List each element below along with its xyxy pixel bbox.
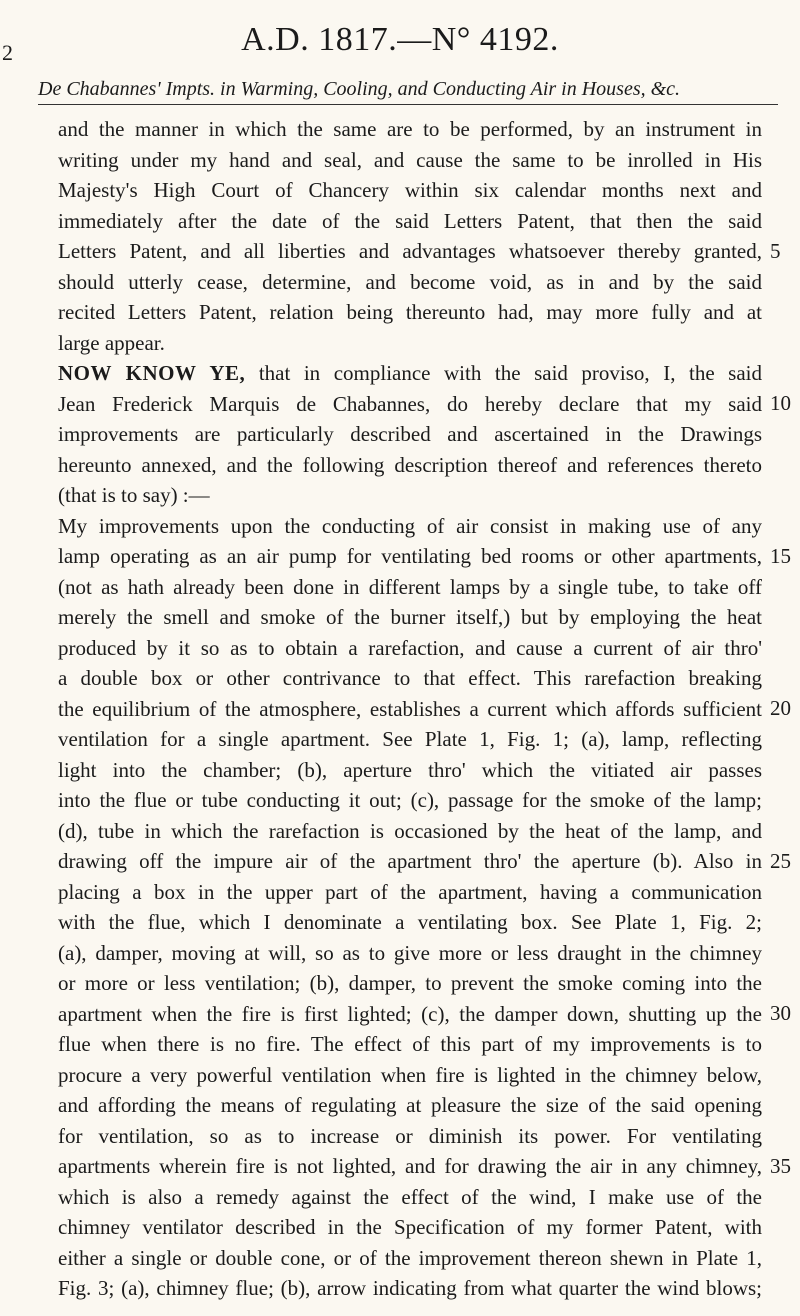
text-line: the equilibrium of the atmosphere, establishes a current which affords sufficient [58, 696, 762, 721]
lead-in-rest: that in compliance with the said proviso, I, the said [258, 361, 762, 385]
text-line: merely the smell and smoke of the burner itself,) but by employing the heat [58, 605, 762, 629]
text-line: a double box or other contrivance to that effect. This rarefaction breaking [58, 666, 762, 690]
text-line: and the manner in which the same are to be performed, by an instrument in [58, 117, 762, 141]
text-line: large appear. [58, 330, 165, 355]
text-line: hereunto annexed, and the following description thereof and references thereto [58, 452, 762, 477]
text-line: produced by it so as to obtain a rarefaction, and cause a current of air thro' [58, 635, 762, 660]
margin-line-number: 25 [770, 849, 791, 873]
text-line: Majesty's High Court of Chancery within six calendar months next and [58, 178, 762, 202]
text-line: for ventilation, so as to increase or diminish its power. For ventilating [58, 1123, 762, 1148]
text-line: into the flue or tube conducting it out; (c), passage for the smoke of the lamp; [58, 788, 762, 812]
text-line: recited Letters Patent, relation being thereunto had, may more fully and at [58, 300, 762, 324]
margin-line-number: 5 [770, 239, 781, 263]
text-line: Fig. 3; (a), chimney flue; (b), arrow indicating from what quarter the wind blows; [58, 1276, 762, 1300]
text-line: lamp operating as an air pump for ventilating bed rooms or other apartments, [58, 544, 762, 568]
text-line: ventilation for a single apartment. See Plate 1, Fig. 1; (a), lamp, reflecting [58, 727, 762, 751]
margin-line-number: 35 [770, 1154, 791, 1178]
text-line: light into the chamber; (b), aperture thro' which the vitiated air passes [58, 757, 762, 782]
margin-line-number: 15 [770, 544, 791, 568]
text-line: (that is to say) :— [58, 483, 210, 507]
text-line: or more or less ventilation; (b), damper, to prevent the smoke coming into the [58, 971, 762, 995]
text-line: (not as hath already been done in different lamps by a single tube, to take off [58, 574, 762, 599]
text-line: improvements are particularly described and ascertained in the Drawings [58, 422, 762, 446]
text-line: which is also a remedy against the effect of the wind, I make use of the [58, 1184, 762, 1209]
lead-in-caps: NOW KNOW YE, [58, 361, 246, 385]
body-text [58, 114, 762, 1304]
text-line: should utterly cease, determine, and become void, as in and by the said [58, 269, 762, 294]
text-line: Letters Patent, and all liberties and advantages whatsoever thereby granted, [58, 239, 762, 263]
text-line: apartment when the fire is first lighted; (c), the damper down, shutting up the [58, 1001, 762, 1026]
text-line: procure a very powerful ventilation when fire is lighted in the chimney below, [58, 1062, 762, 1087]
running-head: De Chabannes' Impts. in Warming, Cooling, and Conducting Air in Houses, &c. [38, 76, 778, 105]
page-number: 2 [2, 40, 13, 65]
text-line: (a), damper, moving at will, so as to give more or less draught in the chimney [58, 940, 762, 965]
text-line: drawing off the impure air of the apartment thro' the aperture (b). Also in [58, 849, 762, 873]
page-title: A.D. 1817.—N° 4192. [241, 21, 559, 58]
text-line: flue when there is no fire. The effect of this part of my improvements is to [58, 1032, 762, 1056]
text-line: Jean Frederick Marquis de Chabannes, do hereby declare that my said [58, 391, 762, 416]
text-line: with the flue, which I denominate a ventilating box. See Plate 1, Fig. 2; [58, 910, 762, 934]
text-line: immediately after the date of the said Letters Patent, that then the said [58, 208, 762, 233]
text-line-lead-in [58, 358, 762, 389]
text-line: and affording the means of regulating at pleasure the size of the said opening [58, 1093, 762, 1117]
margin-line-number: 30 [770, 1001, 791, 1025]
text-line: (d), tube in which the rarefaction is occasioned by the heat of the lamp, and [58, 818, 762, 843]
text-line: apartments wherein fire is not lighted, and for drawing the air in any chimney, [58, 1154, 762, 1178]
margin-line-number: 10 [770, 391, 791, 415]
text-line: writing under my hand and seal, and cause the same to be inrolled in His [58, 147, 762, 172]
text-line: chimney ventilator described in the Specification of my former Patent, with [58, 1215, 762, 1239]
margin-line-number: 20 [770, 696, 791, 720]
text-line: placing a box in the upper part of the apartment, having a communication [58, 879, 762, 904]
text-line: My improvements upon the conducting of air consist in making use of any [58, 513, 762, 538]
text-line: either a single or double cone, or of the improvement thereon shewn in Plate 1, [58, 1245, 762, 1270]
